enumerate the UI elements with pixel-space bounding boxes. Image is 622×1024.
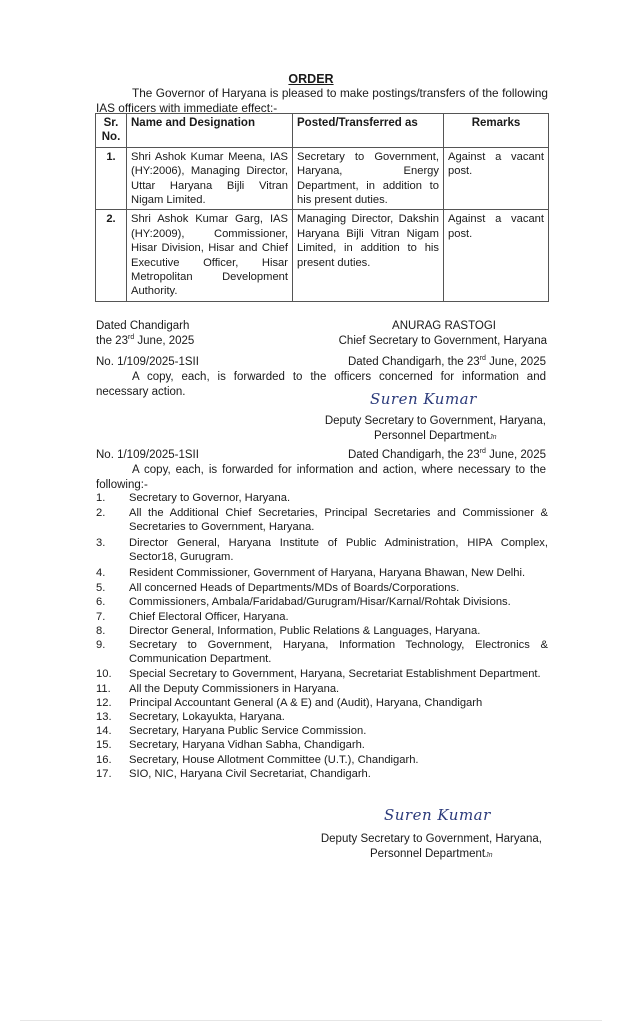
signatory-title: Chief Secretary to Government, Haryana (338, 335, 547, 347)
table-row (96, 210, 549, 301)
endorsement2-text: A copy, each, is forwarded for information and action, where necessary to the following:- (96, 464, 546, 491)
list-item-number: 5. (96, 582, 106, 595)
list-item-number: 9. (96, 639, 106, 652)
cell-name: Shri Ashok Kumar Garg, IAS (HY:2009), Commissioner, Hisar Division, Hisar and Chief Executive Officer, Hisar Metropolitan Development Authority. (127, 210, 293, 301)
recipient-list (96, 491, 548, 781)
list-item-number: 6. (96, 596, 106, 609)
list-item-number: 1. (96, 492, 106, 504)
order-date-prefix: the 23 (96, 335, 128, 347)
order-date-suffix: rd (127, 334, 135, 341)
list-item-number: 16. (96, 753, 112, 766)
list-item-number: 2. (96, 507, 106, 520)
list-item-text: Secretary to Governor, Haryana. (129, 492, 291, 504)
list-item-text: All concerned Heads of Departments/MDs of Boards/Corporations. (129, 582, 460, 595)
list-item-text: Principal Accountant General (A & E) and (Audit), Haryana, Chandigarh (129, 696, 483, 709)
endorsement2-number: No. 1/109/2025-1SII (96, 449, 199, 461)
column-header-sr-no: Sr. No. (96, 114, 127, 148)
list-item-number: 15. (96, 739, 112, 752)
list-item (96, 753, 548, 767)
list-item-text: Director General, Information, Public Relations & Languages, Haryana. (129, 624, 481, 637)
list-item (96, 610, 548, 624)
list-item (96, 624, 548, 638)
column-header-remarks: Remarks (444, 114, 549, 148)
endorsement2-designation-line2 (370, 847, 492, 863)
endorsement1-designation-line2 (374, 429, 496, 445)
list-item-number: 10. (96, 668, 112, 681)
endorsement1-date-rest: June, 2025 (485, 356, 546, 368)
list-item (96, 667, 548, 681)
list-item (96, 638, 548, 666)
endorsement1-text: A copy, each, is forwarded to the officers concerned for information and necessary action. (96, 371, 546, 398)
list-item-text: Special Secretary to Government, Haryana, Secretariat Establishment Department. (129, 668, 541, 681)
order-title: ORDER (288, 72, 334, 86)
order-intro: The Governor of Haryana is pleased to make postings/transfers of the following IAS officers with immediate effect:- (96, 86, 548, 115)
list-item-text: Resident Commissioner, Government of Haryana, Haryana Bhawan, New Delhi. (129, 567, 526, 580)
list-item-text: All the Deputy Commissioners in Haryana. (129, 682, 340, 695)
endorsement1-signature: Suren Kumar (370, 390, 477, 408)
cell-remarks: Against a vacant post. (444, 147, 549, 210)
list-item-number: 12. (96, 696, 112, 709)
order-date-rest: June, 2025 (134, 335, 195, 347)
endorsement2-initials: Jn (485, 852, 493, 859)
list-item-text: Director General, Haryana Institute of Public Administration, HIPA Complex, Sector18, Gurugram. (129, 536, 548, 563)
list-item (96, 738, 548, 752)
cell-posted: Managing Director, Dakshin Haryana Bijli Vitran Nigam Limited, in addition to his present duties. (293, 210, 444, 301)
table-row (96, 147, 549, 210)
list-item-number: 3. (96, 536, 106, 549)
list-item-number: 13. (96, 711, 112, 724)
list-item (96, 491, 548, 505)
list-item-text: Secretary, House Allotment Committee (U.T.), Chandigarh. (129, 753, 419, 766)
list-item-text: Secretary to Government, Haryana, Information Technology, Electronics & Communication Department. (129, 639, 548, 666)
endorsement2-designation-line1: Deputy Secretary to Government, Haryana, (320, 833, 542, 845)
list-item (96, 767, 548, 781)
list-item-text: Secretary, Lokayukta, Haryana. (129, 711, 285, 724)
scan-edge (20, 1020, 602, 1021)
postings-table (95, 113, 549, 302)
list-item-number: 4. (96, 567, 106, 580)
signatory-name: ANURAG RASTOGI (392, 320, 496, 332)
list-item-text: Secretary, Haryana Vidhan Sabha, Chandigarh. (129, 739, 365, 752)
endorsement1-initials: Jn (489, 434, 497, 441)
list-item-text: Chief Electoral Officer, Haryana. (129, 610, 289, 623)
endorsement1-designation-line1: Deputy Secretary to Government, Haryana, (324, 415, 546, 427)
endorsement2-department: Personnel Department (370, 848, 486, 860)
endorsement1-date-prefix: Dated Chandigarh, the 23 (347, 356, 480, 368)
table-header-row (96, 114, 549, 148)
list-item (96, 566, 548, 580)
list-item-number: 14. (96, 725, 112, 738)
endorsement1-date (300, 355, 546, 369)
order-dated-place: Dated Chandigarh (96, 320, 190, 332)
list-item (96, 536, 548, 564)
endorsement1-date-suffix: rd (479, 355, 486, 362)
list-item-number: 8. (96, 624, 106, 637)
list-item-number: 17. (96, 767, 112, 780)
endorsement2-date-prefix: Dated Chandigarh, the 23 (347, 449, 480, 461)
list-item-text: Secretary, Haryana Public Service Commission. (129, 725, 367, 738)
cell-sr: 1. (96, 147, 127, 210)
list-item (96, 724, 548, 738)
list-item-number: 7. (96, 610, 106, 623)
list-item (96, 595, 548, 609)
endorsement2-date-suffix: rd (479, 448, 486, 455)
endorsement2-date (300, 448, 546, 462)
list-item-text: Commissioners, Ambala/Faridabad/Gurugram/Hisar/Karnal/Rohtak Divisions. (129, 596, 511, 609)
list-item (96, 581, 548, 595)
column-header-posted: Posted/Transferred as (293, 114, 444, 148)
list-item (96, 710, 548, 724)
list-item (96, 696, 548, 710)
list-item (96, 506, 548, 534)
list-item (96, 682, 548, 696)
endorsement2-date-rest: June, 2025 (485, 449, 546, 461)
order-dated-date (96, 334, 194, 348)
endorsement2-signature: Suren Kumar (384, 806, 491, 824)
column-header-name: Name and Designation (127, 114, 293, 148)
list-item-number: 11. (96, 682, 111, 695)
endorsement1-number: No. 1/109/2025-1SII (96, 356, 199, 368)
list-item-text: SIO, NIC, Haryana Civil Secretariat, Chandigarh. (129, 767, 371, 780)
cell-remarks: Against a vacant post. (444, 210, 549, 301)
cell-name: Shri Ashok Kumar Meena, IAS (HY:2006), Managing Director, Uttar Haryana Bijli Vitran Nigam Limited. (127, 147, 293, 210)
cell-sr: 2. (96, 210, 127, 301)
cell-posted: Secretary to Government, Haryana, Energy Department, in addition to his present duties. (293, 147, 444, 210)
list-item-text: All the Additional Chief Secretaries, Principal Secretaries and Commissioner & Secretaries to Government, Haryana. (129, 507, 548, 534)
endorsement1-department: Personnel Department (374, 430, 490, 442)
